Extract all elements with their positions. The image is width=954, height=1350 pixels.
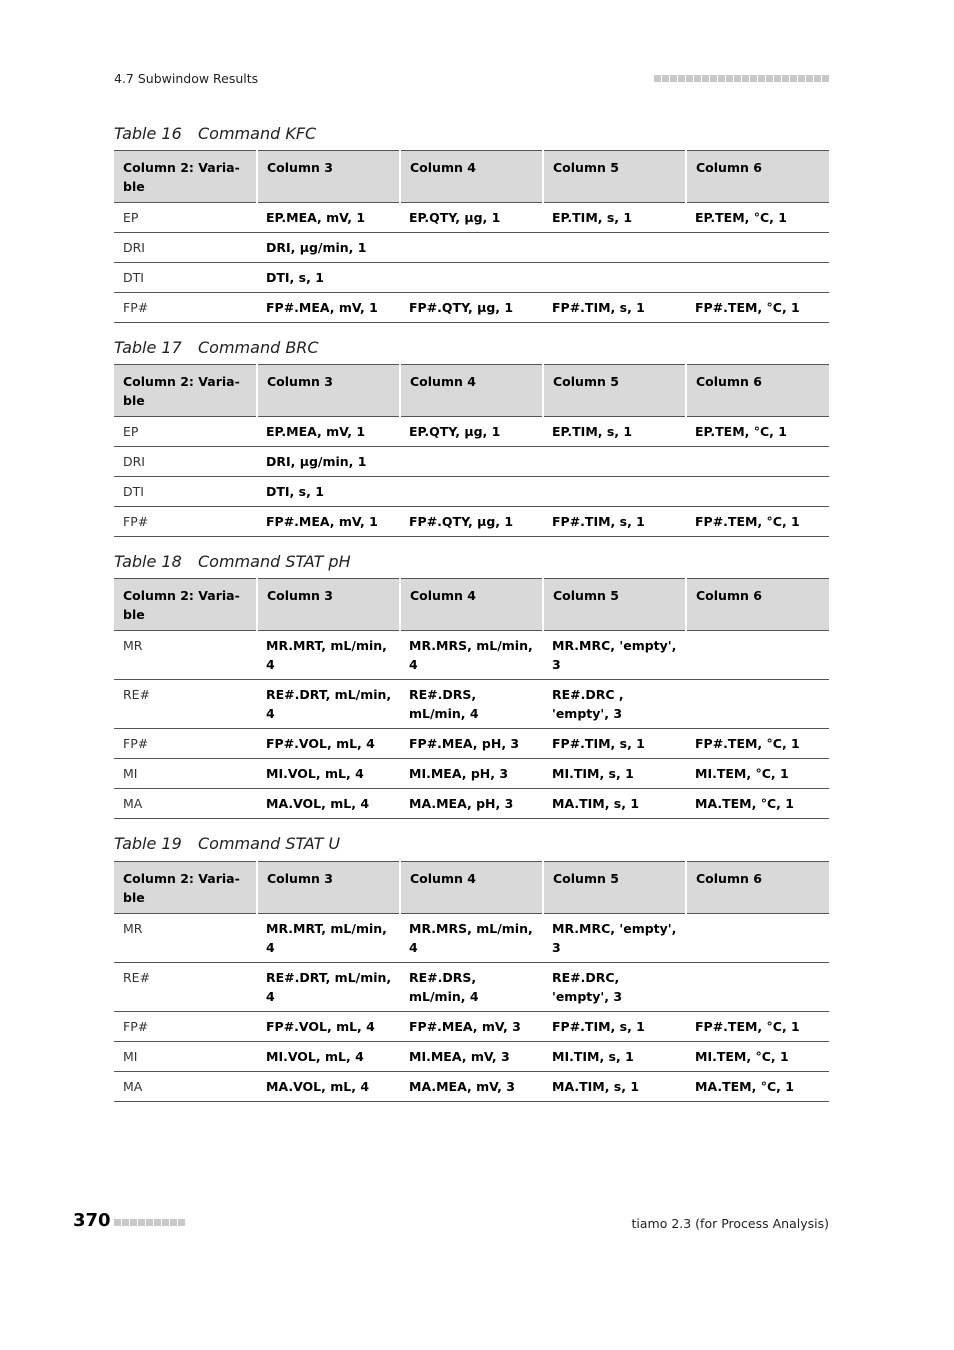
column-header: Column 6 xyxy=(686,365,829,417)
table-kfc xyxy=(114,150,829,323)
table-cell: FP#.TIM, s, 1 xyxy=(543,507,686,537)
column-header: Column 6 xyxy=(686,151,829,203)
table-cell: FP#.TEM, °C, 1 xyxy=(686,1012,829,1042)
table-cell: EP.TEM, °C, 1 xyxy=(686,203,829,233)
table-cell xyxy=(686,680,829,729)
table-cell: RE#.DRT, mL/min, 4 xyxy=(257,963,400,1012)
table-row xyxy=(114,447,829,477)
table-cell xyxy=(400,263,543,293)
variable-cell: FP# xyxy=(114,293,257,323)
column-header: Column 4 xyxy=(400,365,543,417)
table-cell: FP#.TIM, s, 1 xyxy=(543,293,686,323)
column-header: Column 5 xyxy=(543,365,686,417)
table-cell: RE#.DRC , 'empty', 3 xyxy=(543,680,686,729)
table-cell: MI.VOL, mL, 4 xyxy=(257,759,400,789)
column-header: Column 2: Varia-ble xyxy=(114,151,257,203)
table-cell: MA.MEA, pH, 3 xyxy=(400,789,543,819)
table-row xyxy=(114,263,829,293)
table-label: Table 17 xyxy=(114,338,182,357)
table-brc xyxy=(114,364,829,537)
table-label: Table 16 xyxy=(114,124,182,143)
table-cell: RE#.DRS, mL/min, 4 xyxy=(400,680,543,729)
table-cell xyxy=(686,963,829,1012)
table-cell: MR.MRS, mL/min, 4 xyxy=(400,914,543,963)
table-cell: EP.MEA, mV, 1 xyxy=(257,203,400,233)
table-cell xyxy=(686,477,829,507)
table-cell: MI.MEA, mV, 3 xyxy=(400,1042,543,1072)
variable-cell: MI xyxy=(114,1042,257,1072)
section-title: 4.7 Subwindow Results xyxy=(114,71,259,86)
table-cell: MI.MEA, pH, 3 xyxy=(400,759,543,789)
column-header: Column 5 xyxy=(543,579,686,631)
variable-cell: DTI xyxy=(114,263,257,293)
variable-cell: FP# xyxy=(114,729,257,759)
variable-cell: RE# xyxy=(114,680,257,729)
table-cell: EP.QTY, µg, 1 xyxy=(400,203,543,233)
page-header xyxy=(114,71,829,89)
table-cell: RE#.DRS, mL/min, 4 xyxy=(400,963,543,1012)
column-header: Column 3 xyxy=(257,365,400,417)
table-cell: MA.TEM, °C, 1 xyxy=(686,1072,829,1102)
table-row xyxy=(114,233,829,263)
column-header: Column 3 xyxy=(257,862,400,914)
page-number: 370 xyxy=(73,1210,111,1231)
table-cell: RE#.DRC, 'empty', 3 xyxy=(543,963,686,1012)
column-header: Column 2: Varia-ble xyxy=(114,862,257,914)
table-row xyxy=(114,631,829,680)
table-stat-ph xyxy=(114,578,829,819)
table-cell: FP#.TIM, s, 1 xyxy=(543,729,686,759)
product-name: tiamo 2.3 (for Process Analysis) xyxy=(631,1216,829,1231)
variable-cell: EP xyxy=(114,417,257,447)
table-caption xyxy=(114,124,316,143)
variable-cell: FP# xyxy=(114,507,257,537)
table-row xyxy=(114,1072,829,1102)
table-cell: FP#.QTY, µg, 1 xyxy=(400,507,543,537)
table-cell: MA.MEA, mV, 3 xyxy=(400,1072,543,1102)
column-header: Column 2: Varia-ble xyxy=(114,579,257,631)
table-cell: FP#.VOL, mL, 4 xyxy=(257,1012,400,1042)
table-title: Command STAT pH xyxy=(198,552,351,571)
table-cell: MI.TEM, °C, 1 xyxy=(686,759,829,789)
table-cell: EP.TEM, °C, 1 xyxy=(686,417,829,447)
table-cell: EP.TIM, s, 1 xyxy=(543,417,686,447)
table-cell xyxy=(400,477,543,507)
table-row xyxy=(114,729,829,759)
column-header: Column 4 xyxy=(400,151,543,203)
table-cell: MA.TIM, s, 1 xyxy=(543,1072,686,1102)
table-cell xyxy=(543,477,686,507)
footer-dots-decoration xyxy=(114,1219,185,1226)
column-header: Column 4 xyxy=(400,579,543,631)
table-cell: DRI, µg/min, 1 xyxy=(257,233,400,263)
table-row xyxy=(114,1042,829,1072)
table-cell: FP#.MEA, mV, 1 xyxy=(257,293,400,323)
table-cell: MR.MRT, mL/min, 4 xyxy=(257,914,400,963)
table-caption xyxy=(114,834,340,853)
table-cell: EP.MEA, mV, 1 xyxy=(257,417,400,447)
variable-cell: MR xyxy=(114,914,257,963)
table-row xyxy=(114,789,829,819)
table-cell xyxy=(686,631,829,680)
table-row xyxy=(114,507,829,537)
table-cell: EP.QTY, µg, 1 xyxy=(400,417,543,447)
table-cell: DRI, µg/min, 1 xyxy=(257,447,400,477)
variable-cell: EP xyxy=(114,203,257,233)
table-cell: EP.TIM, s, 1 xyxy=(543,203,686,233)
table-label: Table 19 xyxy=(114,834,182,853)
page-footer xyxy=(73,1210,829,1236)
table-row xyxy=(114,963,829,1012)
table-cell: RE#.DRT, mL/min, 4 xyxy=(257,680,400,729)
table-cell: MA.TEM, °C, 1 xyxy=(686,789,829,819)
variable-cell: DRI xyxy=(114,233,257,263)
table-cell xyxy=(543,263,686,293)
table-label: Table 18 xyxy=(114,552,182,571)
table-cell: MA.TIM, s, 1 xyxy=(543,789,686,819)
variable-cell: MA xyxy=(114,1072,257,1102)
table-cell xyxy=(686,233,829,263)
variable-cell: RE# xyxy=(114,963,257,1012)
table-cell xyxy=(400,447,543,477)
table-cell: MR.MRS, mL/min, 4 xyxy=(400,631,543,680)
variable-cell: FP# xyxy=(114,1012,257,1042)
table-cell xyxy=(686,447,829,477)
table-row xyxy=(114,203,829,233)
column-header: Column 3 xyxy=(257,151,400,203)
table-title: Command KFC xyxy=(198,124,317,143)
column-header: Column 4 xyxy=(400,862,543,914)
column-header: Column 5 xyxy=(543,862,686,914)
table-cell: FP#.TEM, °C, 1 xyxy=(686,729,829,759)
column-header: Column 5 xyxy=(543,151,686,203)
table-cell: FP#.QTY, µg, 1 xyxy=(400,293,543,323)
column-header: Column 2: Varia-ble xyxy=(114,365,257,417)
table-cell: MR.MRC, 'empty', 3 xyxy=(543,631,686,680)
table-cell: FP#.TEM, °C, 1 xyxy=(686,507,829,537)
table-cell xyxy=(543,233,686,263)
variable-cell: MI xyxy=(114,759,257,789)
variable-cell: MR xyxy=(114,631,257,680)
table-cell: FP#.TEM, °C, 1 xyxy=(686,293,829,323)
table-cell: MA.VOL, mL, 4 xyxy=(257,789,400,819)
table-row xyxy=(114,477,829,507)
table-row xyxy=(114,293,829,323)
column-header: Column 6 xyxy=(686,579,829,631)
table-cell: FP#.MEA, mV, 3 xyxy=(400,1012,543,1042)
table-cell: FP#.TIM, s, 1 xyxy=(543,1012,686,1042)
table-cell: FP#.MEA, pH, 3 xyxy=(400,729,543,759)
table-cell xyxy=(686,914,829,963)
table-row xyxy=(114,914,829,963)
column-header: Column 6 xyxy=(686,862,829,914)
table-caption xyxy=(114,552,351,571)
table-row xyxy=(114,1012,829,1042)
table-cell: MI.VOL, mL, 4 xyxy=(257,1042,400,1072)
column-header: Column 3 xyxy=(257,579,400,631)
table-row xyxy=(114,680,829,729)
table-stat-u xyxy=(114,861,829,1102)
table-cell: MI.TIM, s, 1 xyxy=(543,1042,686,1072)
table-cell: FP#.VOL, mL, 4 xyxy=(257,729,400,759)
variable-cell: DRI xyxy=(114,447,257,477)
table-cell xyxy=(543,447,686,477)
header-dots-decoration xyxy=(654,75,829,82)
table-cell: MR.MRT, mL/min, 4 xyxy=(257,631,400,680)
table-row xyxy=(114,417,829,447)
variable-cell: MA xyxy=(114,789,257,819)
table-caption xyxy=(114,338,319,357)
table-cell: MI.TIM, s, 1 xyxy=(543,759,686,789)
table-cell xyxy=(686,263,829,293)
variable-cell: DTI xyxy=(114,477,257,507)
table-cell: MA.VOL, mL, 4 xyxy=(257,1072,400,1102)
table-row xyxy=(114,759,829,789)
table-cell: FP#.MEA, mV, 1 xyxy=(257,507,400,537)
table-cell xyxy=(400,233,543,263)
table-title: Command BRC xyxy=(198,338,319,357)
table-title: Command STAT U xyxy=(198,834,341,853)
table-cell: MR.MRC, 'empty', 3 xyxy=(543,914,686,963)
table-cell: DTI, s, 1 xyxy=(257,477,400,507)
table-cell: DTI, s, 1 xyxy=(257,263,400,293)
table-cell: MI.TEM, °C, 1 xyxy=(686,1042,829,1072)
